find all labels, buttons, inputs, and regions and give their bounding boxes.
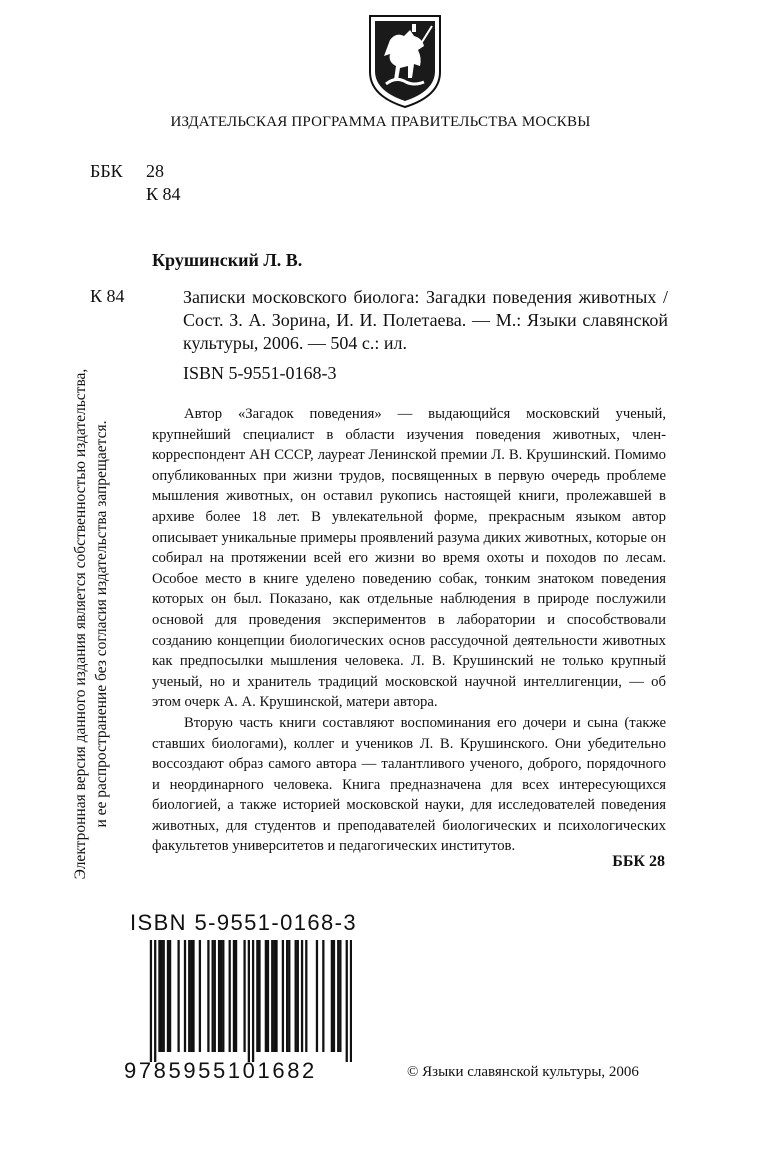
barcode-bar bbox=[243, 940, 245, 1052]
bibliographic-description: Записки московского биолога: Загадки поведения животных / Сост. З. А. Зорина, И. И. Полетаева. — М.: Языки славянской культуры, 2006. — 504 с.: ил. bbox=[183, 287, 668, 353]
barcode-bar bbox=[339, 940, 341, 1052]
barcode-bar bbox=[331, 940, 333, 1052]
barcode-bar bbox=[160, 940, 162, 1052]
isbn: ISBN 5-9551-0168-3 bbox=[183, 363, 337, 383]
barcode bbox=[120, 910, 357, 1088]
barcode-bar bbox=[258, 940, 260, 1052]
barcode-bar bbox=[248, 940, 250, 1062]
barcode-bar bbox=[286, 940, 288, 1052]
barcode-bar bbox=[167, 940, 169, 1052]
publisher-program: ИЗДАТЕЛЬСКАЯ ПРОГРАММА ПРАВИТЕЛЬСТВА МОСКВЫ bbox=[170, 114, 591, 130]
author-mark-left: К 84 bbox=[90, 286, 125, 306]
barcode-bar bbox=[273, 940, 275, 1052]
barcode-bar bbox=[218, 940, 220, 1052]
barcode-bar bbox=[184, 940, 186, 1052]
barcode-digits: 9785955101682 bbox=[124, 1058, 317, 1083]
bbk-footer: ББК 28 bbox=[612, 853, 665, 870]
barcode-bar bbox=[252, 940, 254, 1062]
barcode-bar bbox=[275, 940, 277, 1052]
barcode-bar bbox=[282, 940, 284, 1052]
author-name: Крушинский Л. В. bbox=[152, 250, 303, 270]
barcode-bar bbox=[322, 940, 324, 1052]
barcode-bar bbox=[163, 940, 165, 1052]
side-note-line-1: Электронная версия данного издания является собственностью издательства, bbox=[72, 368, 89, 880]
barcode-bar bbox=[265, 940, 267, 1052]
barcode-bar bbox=[337, 940, 339, 1052]
barcode-bar bbox=[190, 940, 192, 1052]
barcode-bar bbox=[222, 940, 224, 1052]
ean13-barcode-icon bbox=[120, 940, 352, 1062]
annotation-paragraph-2: Вторую часть книги составляют воспоминания его дочери и сына (также ставших биологами), коллег и учеников Л. В. Крушинского. Они убедительно воссоздают образ самого автора — талантливого ученого, доброго, порядочного и неординарного человека. Книга предназначена для всех интересующихся биологией, а также историей московской науки, для исследователей поведения животных, для студентов и преподавателей биологических и психологических факультетов университетов и педагогических институтов. bbox=[152, 714, 666, 855]
barcode-bar bbox=[233, 940, 235, 1052]
barcode-bar bbox=[188, 940, 190, 1052]
side-note-line-2: и ее распространение без согласия издательства запрещается. bbox=[93, 420, 110, 828]
barcode-bar bbox=[256, 940, 258, 1052]
barcode-bar bbox=[346, 940, 348, 1062]
barcode-bar bbox=[199, 940, 201, 1052]
barcode-bar bbox=[212, 940, 214, 1052]
barcode-bar bbox=[229, 940, 231, 1052]
bbk-label: ББК bbox=[90, 161, 123, 181]
moscow-coat-of-arms-icon bbox=[366, 12, 444, 110]
barcode-bar bbox=[297, 940, 299, 1052]
copyright: © Языки славянской культуры, 2006 bbox=[407, 1064, 639, 1080]
barcode-bar bbox=[301, 940, 303, 1052]
barcode-bar bbox=[158, 940, 160, 1052]
barcode-bar bbox=[288, 940, 290, 1052]
barcode-bar bbox=[235, 940, 237, 1052]
barcode-bar bbox=[207, 940, 209, 1052]
barcode-bar bbox=[305, 940, 307, 1052]
annotation bbox=[152, 404, 666, 857]
annotation-paragraph-1: Автор «Загадок поведения» — выдающийся московский ученый, крупнейший специалист в области изучения поведения животных, член-корреспондент АН СССР, лауреат Ленинской премии Л. В. Крушинский. Помимо опубликованных при жизни трудов, посвященных в первую очередь проблеме мышления животных, он оставил рукопись настоящей книги, пролежавшей в архиве более 18 лет. В увлекательной форме, прекрасным языком автор описывает уникальные примеры проявлений разума диких животных, которые он собирал на протяжении всей его жизни во время охоты и походов по лесам. Особое место в книге уделено поведению собак, тонким знатоком поведения которых он был. Показано, как отдельные наблюдения в природе послужили основой для проведения экспериментов в лаборатории и способствовали созданию концепции биологических основ рассудочной деятельности животных как предпосылки мышления человека. Л. В. Крушинский не только крупный ученый, но и хранитель традиций московской научной интеллигенции, — об этом очерк А. А. Крушинской, матери автора. bbox=[152, 406, 666, 711]
barcode-bar bbox=[220, 940, 222, 1052]
barcode-bar bbox=[192, 940, 194, 1052]
barcode-bar bbox=[271, 940, 273, 1052]
barcode-bar bbox=[333, 940, 335, 1052]
barcode-isbn: ISBN 5-9551-0168-3 bbox=[130, 910, 357, 935]
barcode-bar bbox=[350, 940, 352, 1062]
barcode-bar bbox=[267, 940, 269, 1052]
barcode-bar bbox=[169, 940, 171, 1052]
author-mark: К 84 bbox=[146, 184, 181, 204]
barcode-bar bbox=[177, 940, 179, 1052]
barcode-bar bbox=[154, 940, 156, 1062]
bbk-code: 28 bbox=[146, 161, 164, 181]
copyright-side-note bbox=[70, 294, 112, 954]
barcode-bar bbox=[295, 940, 297, 1052]
barcode-bar bbox=[150, 940, 152, 1062]
barcode-bar bbox=[214, 940, 216, 1052]
barcode-bar bbox=[316, 940, 318, 1052]
